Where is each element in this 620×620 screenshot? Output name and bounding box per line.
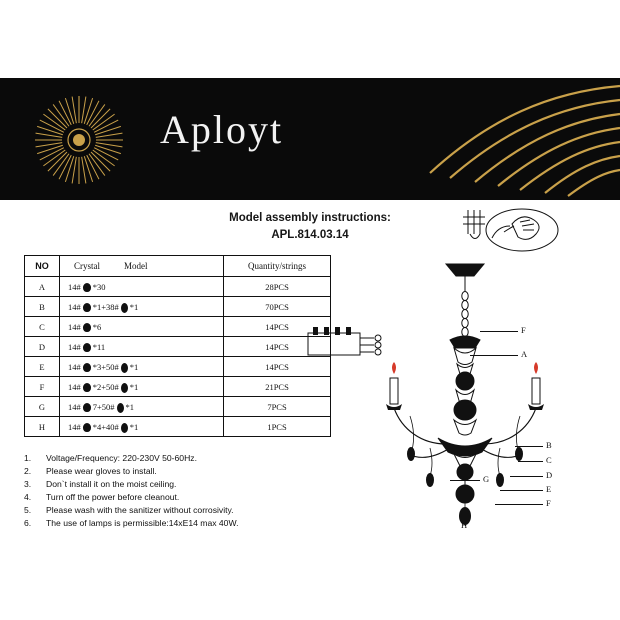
table-row [25,357,331,377]
note-number: 6. [24,518,32,528]
note-text: Please wash with the sanitizer without corrosivity. [46,505,234,515]
sunburst-icon [33,94,125,186]
table-row [25,317,331,337]
row-no: E [25,357,60,377]
row-model: 14# *30 [60,277,224,297]
row-no: C [25,317,60,337]
leader-f-low [495,504,543,505]
crystal-icon [83,283,91,292]
label-g: G [483,474,490,484]
row-model: 14# *2+50# *1 [60,377,224,397]
note-text: Don`t install it on the moist ceiling. [46,479,177,489]
crystal-icon [121,363,128,373]
row-no: A [25,277,60,297]
row-qty: 14PCS [224,357,331,377]
label-e: E [546,484,552,494]
rays-icon [370,78,620,200]
crystal-icon [121,423,128,433]
note-text: Turn off the power before cleanout. [46,492,180,502]
leader-g [450,480,480,481]
crystal-icon [83,363,91,372]
title-line-2: APL.814.03.14 [271,229,349,241]
row-qty: 70PCS [224,297,331,317]
note-text: The use of lamps is permissible:14xE14 max 40W. [46,518,239,528]
table-row [25,397,331,417]
row-qty: 14PCS [224,337,331,357]
leader-c [518,461,543,462]
row-qty: 14PCS [224,317,331,337]
header-quantity: Quantity/strings [224,256,331,277]
row-qty: 1PCS [224,417,331,437]
table-row [25,377,331,397]
row-model: 14# *4+40# *1 [60,417,224,437]
row-model: 14# *6 [60,317,224,337]
label-d: D [546,470,553,480]
crystal-icon [83,343,91,352]
row-no: D [25,337,60,357]
leader-a-top [470,355,518,356]
leader-b [515,446,543,447]
table-row [25,417,331,437]
note-number: 2. [24,466,32,476]
label-b: B [546,440,552,450]
label-f-low: F [546,498,551,508]
title-line-1: Model assembly instructions: [229,212,391,224]
table-row [25,297,331,317]
crystal-model-table [24,255,331,437]
row-no: G [25,397,60,417]
brand-banner [0,78,620,200]
crystal-icon [83,383,91,392]
note-number: 3. [24,479,32,489]
row-model: 14# *1+38# *1 [60,297,224,317]
table-row [25,337,331,357]
crystal-icon [83,423,91,432]
chandelier-diagram [300,208,620,558]
note-text: Please wear gloves to install. [46,466,157,476]
label-h: H [461,520,468,530]
crystal-icon [121,303,128,313]
row-model: 14# *11 [60,337,224,357]
leader-d [510,476,543,477]
crystal-icon [83,303,91,312]
label-a-top: A [521,349,528,359]
row-no: B [25,297,60,317]
header-crystal: Crystal [74,261,100,271]
note-number: 1. [24,453,32,463]
note-number: 4. [24,492,32,502]
label-c: C [546,455,552,465]
row-qty: 21PCS [224,377,331,397]
crystal-icon [117,403,124,413]
row-model: 14# *3+50# *1 [60,357,224,377]
note-number: 5. [24,505,32,515]
brand-name: Aployt [160,107,284,152]
header-no: NO [25,256,60,277]
row-qty: 28PCS [224,277,331,297]
row-qty: 7PCS [224,397,331,417]
row-no: H [25,417,60,437]
row-no: F [25,377,60,397]
note-text: Voltage/Frequency: 220-230V 50-60Hz. [46,453,197,463]
crystal-icon [121,383,128,393]
header-crystal-model [60,256,224,277]
row-model: 14# 7+50# *1 [60,397,224,417]
header-model: Model [124,261,148,271]
leader-f-top [480,331,518,332]
crystal-icon [83,403,91,412]
crystal-icon [83,323,91,332]
table-row [25,277,331,297]
leader-e [500,490,543,491]
label-f-top: F [521,325,526,335]
table-header-row [25,256,331,277]
